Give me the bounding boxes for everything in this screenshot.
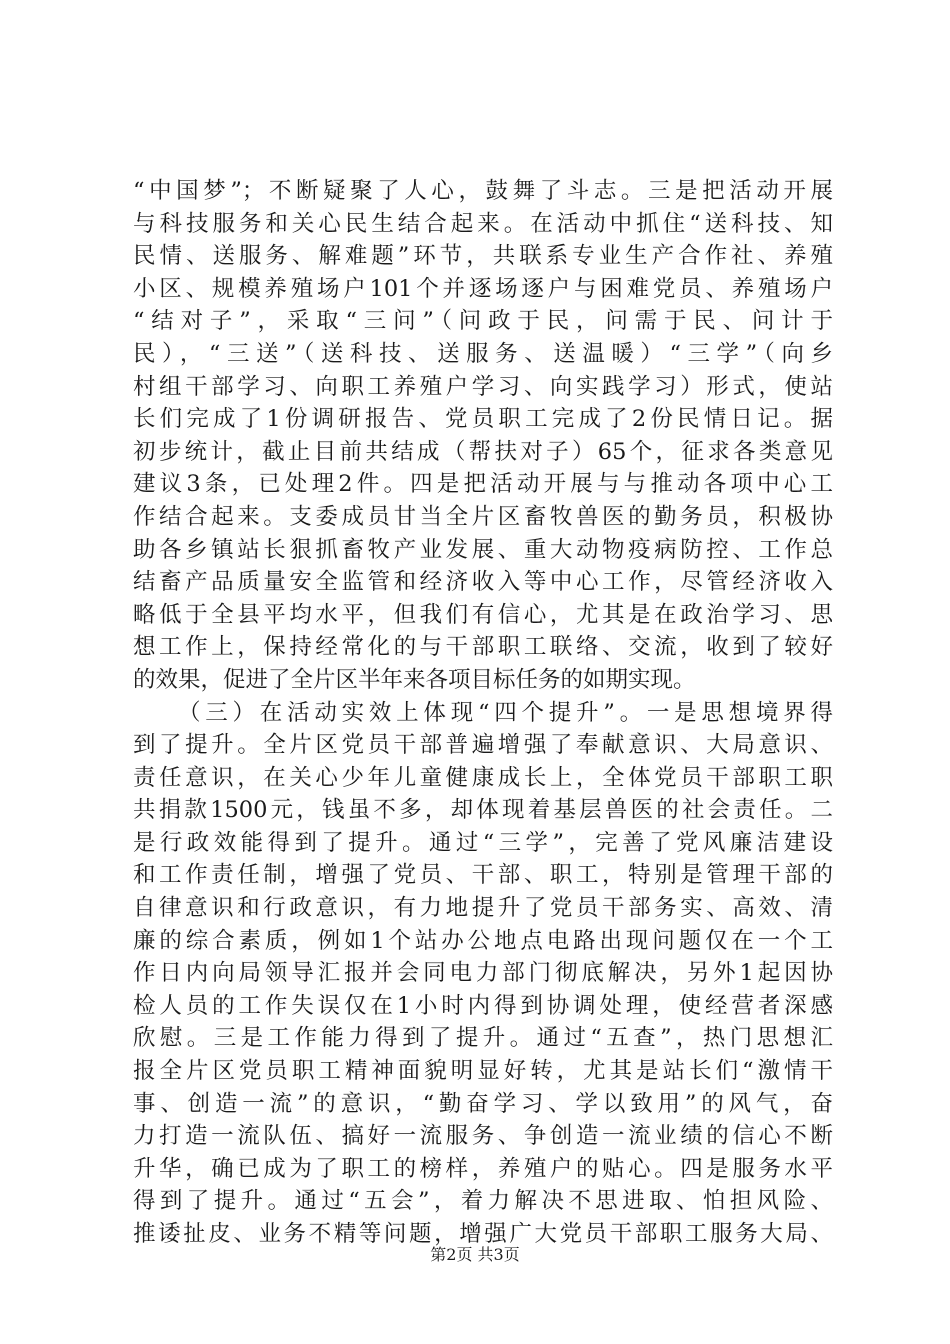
text-line: 民），“三送”（送科技、送服务、送温暖）“三学”（向乡	[133, 340, 833, 367]
text-line: 村组干部学习、向职工养殖户学习、向实践学习）形式，使站	[133, 373, 833, 400]
text-line: 廉的综合素质，例如1个站办公地点电路出现问题仅在一个工	[133, 927, 833, 954]
text-line: 建议3条，已处理2件。四是把活动开展与与推动各项中心工	[133, 471, 833, 498]
text-line: 自律意识和行政意识，有力地提升了党员干部务实、高效、清	[133, 895, 833, 922]
text-line: 共捐款1500元，钱虽不多，却体现着基层兽医的社会责任。二	[133, 797, 833, 824]
text-line: 升华，确已成为了职工的榜样，养殖户的贴心。四是服务水平	[133, 1155, 833, 1182]
text-line: 事、创造一流”的意识，“勤奋学习、学以致用”的风气，奋	[133, 1090, 833, 1117]
text-line: 推诿扯皮、业务不精等问题，增强广大党员干部职工服务大局、	[133, 1221, 833, 1247]
text-line: 得到了提升。通过“五会”，着力解决不思进取、怕担风险、	[133, 1188, 833, 1215]
text-line: “中国梦”；不断疑聚了人心，鼓舞了斗志。三是把活动开展	[133, 178, 833, 204]
text-line: 民情、送服务、解难题”环节，共联系专业生产合作社、养殖	[133, 243, 833, 270]
text-line: 责任意识，在关心少年儿童健康成长上，全体党员干部职工职	[133, 764, 833, 791]
text-line: 小区、规模养殖场户101个并逐场逐户与困难党员、养殖场户	[133, 275, 833, 302]
text-line: 是行政效能得到了提升。通过“三学”，完善了党风廉洁建设	[133, 829, 833, 856]
text-line: 助各乡镇站长狠抓畜牧产业发展、重大动物疫病防控、工作总	[133, 536, 833, 563]
paragraph-start-line: （三）在活动实效上体现“四个提升”。一是思想境界得	[178, 699, 833, 726]
text-line: 力打造一流队伍、搞好一流服务、争创造一流业绩的信心不断	[133, 1123, 833, 1150]
text-line: 作结合起来。支委成员甘当全片区畜牧兽医的勤务员，积极协	[133, 503, 833, 530]
page-footer: 第2页 共3页	[430, 1245, 520, 1264]
text-line: 略低于全县平均水平，但我们有信心，尤其是在政治学习、思	[133, 601, 833, 628]
text-line: 结畜产品质量安全监管和经济收入等中心工作，尽管经济收入	[133, 569, 833, 596]
document-body	[133, 175, 833, 1251]
text-line: 欣慰。三是工作能力得到了提升。通过“五查”，热门思想汇	[133, 1025, 833, 1052]
text-line: 的效果，促进了全片区半年来各项目标任务的如期实现。	[133, 666, 696, 693]
text-line: 检人员的工作失误仅在1小时内得到协调处理，使经营者深感	[133, 992, 833, 1019]
text-line: 和工作责任制，增强了党员、干部、职工，特别是管理干部的	[133, 862, 833, 889]
text-line: 作日内向局领导汇报并会同电力部门彻底解决，另外1起因协	[133, 960, 833, 987]
text-line: 报全片区党员职工精神面貌明显好转，尤其是站长们“激情干	[133, 1058, 833, 1085]
text-line: 到了提升。全片区党员干部普遍增强了奉献意识、大局意识、	[133, 732, 833, 759]
text-line: 与科技服务和关心民生结合起来。在活动中抓住“送科技、知	[133, 210, 833, 237]
text-line: “结对子”，采取“三问”（问政于民，问需于民、问计于	[133, 308, 833, 335]
text-line: 想工作上，保持经常化的与干部职工联络、交流，收到了较好	[133, 634, 833, 661]
text-line: 长们完成了1份调研报告、党员职工完成了2份民情日记。据	[133, 406, 833, 433]
text-line: 初步统计，截止目前共结成（帮扶对子）65个，征求各类意见	[133, 438, 833, 465]
